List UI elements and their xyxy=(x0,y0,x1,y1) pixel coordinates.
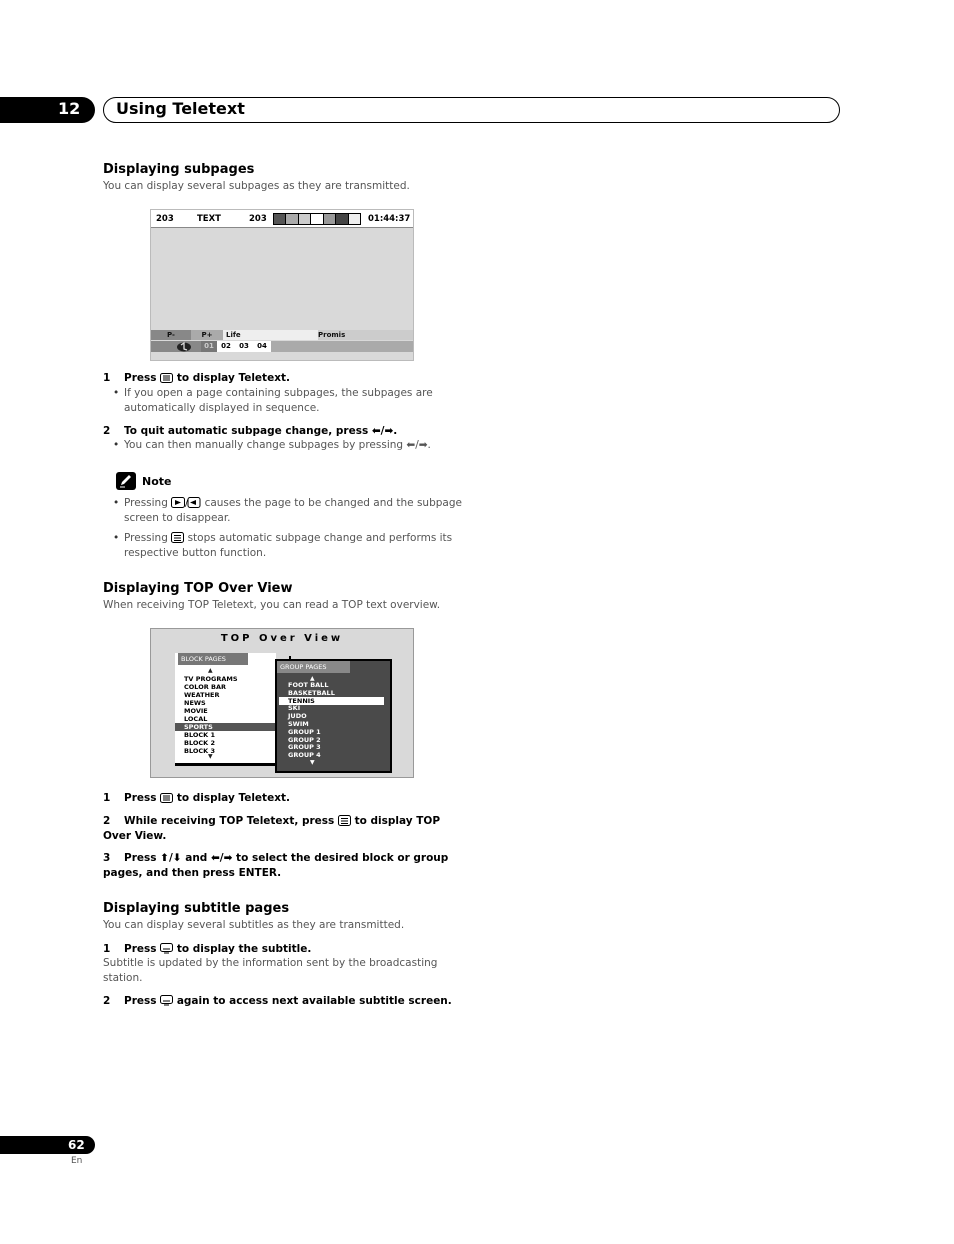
step-number: 2 xyxy=(103,995,111,1007)
step-text: While receiving TOP Teletext, press xyxy=(124,815,335,827)
step-text-2: to display TOP Over View. xyxy=(103,815,441,842)
group-item[interactable]: GROUP 2 xyxy=(288,735,321,744)
subtitle-step-2 xyxy=(103,994,452,1009)
scroll-down-icon: ▼ xyxy=(208,753,213,760)
block-item[interactable]: WEATHER xyxy=(184,691,220,699)
subpages-heading: Displaying subpages xyxy=(103,162,255,177)
note-text: Pressing xyxy=(124,497,168,509)
subtitle-icon xyxy=(160,943,173,954)
step-text: Press xyxy=(124,995,157,1007)
step-number: 1 xyxy=(103,943,111,955)
step-text: Press xyxy=(124,372,157,384)
step-text: To quit automatic subpage change, press ⬅/➡. xyxy=(124,425,398,437)
step-text: Press xyxy=(124,792,157,804)
teletext-icon xyxy=(160,793,173,803)
subtitle-step-1-desc: Subtitle is updated by the information sent by the broadcasting station. xyxy=(103,957,438,984)
group-item[interactable]: TENNIS xyxy=(279,697,384,705)
page-number-2: 203 xyxy=(249,214,267,224)
subpages-intro: You can display several subpages as they are transmitted. xyxy=(103,180,410,192)
page-language: En xyxy=(71,1156,83,1166)
subpage-04: 04 xyxy=(253,341,271,352)
chapter-title: Using Teletext xyxy=(116,99,245,118)
top-overview-screen xyxy=(150,628,414,778)
note-text-2: causes the page to be changed and the subpage screen to disappear. xyxy=(124,497,462,524)
group-item[interactable]: FOOT BALL xyxy=(288,681,329,689)
step-text-2: to display Teletext. xyxy=(176,372,290,384)
block-item[interactable]: NEWS xyxy=(184,699,206,707)
block-pages-panel xyxy=(175,653,276,766)
note-pencil-icon xyxy=(116,472,136,490)
fast-p-plus: P+ xyxy=(191,330,223,340)
clock: 01:44:37 xyxy=(368,214,411,224)
fast-promis: Promis xyxy=(318,330,413,340)
subtitle-intro: You can display several subtitles as they are transmitted. xyxy=(103,919,405,931)
group-item[interactable]: GROUP 4 xyxy=(288,751,321,760)
color-bar xyxy=(273,213,361,225)
subpage-bar-rest xyxy=(271,341,413,352)
top-overview-title: TOP Over View xyxy=(220,633,344,644)
subpages-bullet-2: • You can then manually change subpages by pressing ⬅/➡. xyxy=(103,438,484,453)
group-item[interactable]: BASKETBALL xyxy=(288,688,335,697)
group-item[interactable]: GROUP 1 xyxy=(288,727,321,736)
scroll-up-icon: ▲ xyxy=(208,667,213,674)
subpage-icon xyxy=(175,341,193,352)
step-number: 1 xyxy=(103,372,111,384)
group-item[interactable]: SWIM xyxy=(288,720,309,728)
scroll-down-icon: ▼ xyxy=(310,759,315,766)
group-item[interactable]: SKI xyxy=(288,704,301,713)
page-up-down-icon xyxy=(171,497,201,508)
subpages-step-1 xyxy=(103,371,290,386)
step-text: Press ⬆/⬇ and ⬅/➡ to select the desired block or group pages, and then press ENTER. xyxy=(103,852,449,879)
top-intro: When receiving TOP Teletext, you can read a TOP text overview. xyxy=(103,599,441,611)
block-item[interactable]: BLOCK 3 xyxy=(184,747,215,755)
step-text: Press xyxy=(124,943,157,955)
page-number: 203 xyxy=(156,214,174,224)
block-item[interactable]: BLOCK 2 xyxy=(184,739,215,747)
subpage-02: 02 xyxy=(217,341,235,352)
note-text-2: stops automatic subpage change and performs its respective button function. xyxy=(124,532,453,559)
teletext-subpage-screen xyxy=(150,209,414,361)
teletext-icon xyxy=(160,373,173,383)
top-step-1 xyxy=(103,791,290,806)
step-number: 2 xyxy=(103,425,111,437)
subtitle-heading: Displaying subtitle pages xyxy=(103,901,290,916)
top-step-2 xyxy=(103,814,463,844)
step-text-2: to display Teletext. xyxy=(176,792,290,804)
chapter-tab xyxy=(0,97,95,123)
top-step-3 xyxy=(103,851,463,881)
note-label: Note xyxy=(142,475,172,488)
step-text-2: again to access next available subtitle screen. xyxy=(176,995,452,1007)
block-item[interactable]: TV PROGRAMS xyxy=(184,675,238,683)
step-text-2: to display the subtitle. xyxy=(176,943,312,955)
subpage-icon-cell xyxy=(151,341,201,352)
subtitle-step-1 xyxy=(103,942,311,957)
index-icon xyxy=(171,532,184,543)
group-item[interactable]: GROUP 3 xyxy=(288,743,321,752)
mode-label: TEXT xyxy=(197,214,221,224)
fast-p-minus: P- xyxy=(151,330,191,340)
step-number: 2 xyxy=(103,815,111,827)
note-bullet-2 xyxy=(103,531,484,561)
subpage-03: 03 xyxy=(235,341,253,352)
chapter-number: 12 xyxy=(58,99,81,118)
group-item[interactable]: JUDO xyxy=(288,712,307,721)
step-number: 3 xyxy=(103,852,111,864)
note-bullet-1 xyxy=(103,496,464,526)
subpage-01: 01 xyxy=(201,341,217,352)
svg-text:/: / xyxy=(185,499,189,508)
block-item[interactable]: BLOCK 1 xyxy=(184,731,215,739)
teletext-header-row xyxy=(151,210,413,228)
block-item[interactable]: LOCAL xyxy=(184,715,208,723)
block-item[interactable]: COLOR BAR xyxy=(184,683,226,691)
fast-life: Life xyxy=(223,330,318,340)
group-pages-header: GROUP PAGES xyxy=(277,661,350,673)
group-pages-panel xyxy=(275,659,392,773)
subpages-bullet-1: • If you open a page containing subpages, the subpages are automatically displayed in sequence. xyxy=(103,386,464,416)
subtitle-icon xyxy=(160,995,173,1006)
top-heading: Displaying TOP Over View xyxy=(103,581,293,596)
scroll-up-icon: ▲ xyxy=(310,675,315,682)
step-number: 1 xyxy=(103,792,111,804)
note-text: Pressing xyxy=(124,532,168,544)
page-number: 62 xyxy=(68,1138,85,1152)
subpages-step-2 xyxy=(103,424,397,439)
block-item[interactable]: SPORTS xyxy=(175,723,282,731)
index-icon xyxy=(338,815,351,826)
block-item[interactable]: MOVIE xyxy=(184,707,208,715)
block-pages-header: BLOCK PAGES xyxy=(178,653,248,665)
